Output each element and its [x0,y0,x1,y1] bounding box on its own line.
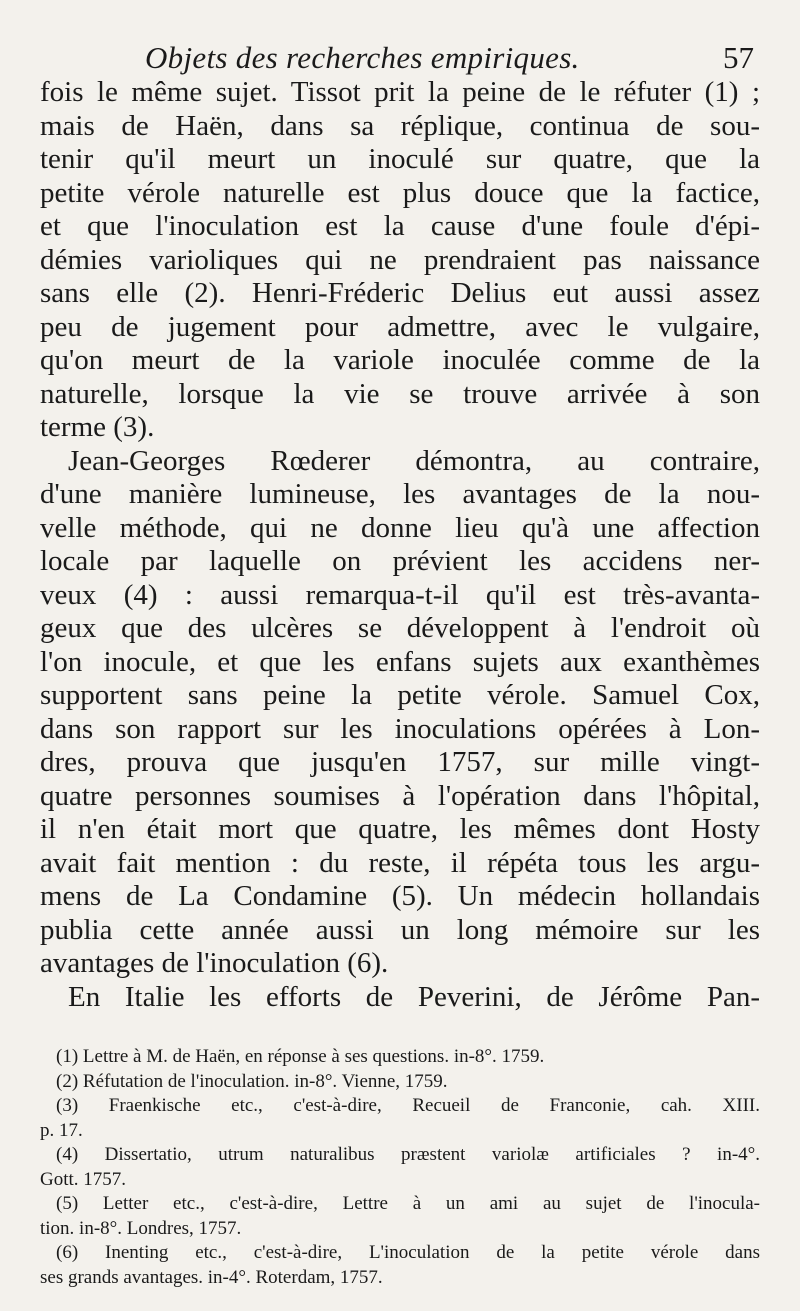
footnote-line: p. 17. [40,1119,83,1141]
text-line: terme (3). [40,411,155,443]
body-text [40,76,760,1014]
text-line: dres, prouva que jusqu'en 1757, sur mille vingt- [40,746,760,778]
footnotes [40,1045,760,1290]
text-line: et que l'inoculation est la cause d'une foule d'épi- [40,210,760,242]
footnote-1 [40,1045,760,1070]
text-line: sans elle (2). Henri-Fréderic Delius eut aussi assez [40,277,760,309]
footnote-line: tion. in-8°. Londres, 1757. [40,1217,242,1239]
footnote-line: (5) Letter etc., c'est-à-dire, Lettre à un ami au sujet de l'inocula- [56,1193,760,1214]
text-line: velle méthode, qui ne donne lieu qu'à une affection [40,511,760,544]
text-line: avantages de l'inoculation (6). [40,947,389,979]
text-line: qu'on meurt de la variole inoculée comme de la [40,344,760,376]
text-line: geux que des ulcères se développent à l'endroit où [40,612,760,644]
text-line: fois le même sujet. Tissot prit la peine de le réfuter (1) ; [40,76,760,108]
text-line: petite vérole naturelle est plus douce que la factice, [40,176,760,209]
text-line: naturelle, lorsque la vie se trouve arrivée à son [40,377,760,410]
footnote-line: ses grands avantages. in-4°. Roterdam, 1757. [40,1266,383,1288]
footnote-line: (4) Dissertatio, utrum naturalibus præstent variolæ artificiales ? in-4°. [56,1144,760,1165]
text-line: tenir qu'il meurt un inoculé sur quatre, que la [40,143,760,175]
running-head [40,40,760,80]
footnote-5 [40,1192,760,1241]
text-line: locale par laquelle on prévient les accidens ner- [40,545,760,577]
footnote-line: Gott. 1757. [40,1168,127,1190]
text-line: mais de Haën, dans sa réplique, continua de sou- [40,109,760,142]
footnote-line: (6) Inenting etc., c'est-à-dire, L'inoculation de la petite vérole dans [56,1242,760,1263]
running-title: Objets des recherches empiriques. [145,40,580,75]
text-line: supportent sans peine la petite vérole. Samuel Cox, [40,679,760,711]
text-line: il n'en était mort que quatre, les mêmes dont Hosty [40,813,760,845]
text-line: dans son rapport sur les inoculations opérées à Lon- [40,712,760,745]
page-number: 57 [723,40,754,75]
footnote-4 [40,1143,760,1192]
text-line: d'une manière lumineuse, les avantages de la nou- [40,478,760,510]
footnote-3 [40,1094,760,1143]
footnote-line: (2) Réfutation de l'inoculation. in-8°. Vienne, 1759. [56,1070,448,1092]
footnote-2 [40,1070,760,1095]
text-line: l'on inocule, et que les enfans sujets aux exanthèmes [40,645,760,678]
text-line: peu de jugement pour admettre, avec le vulgaire, [40,310,760,343]
footnote-line: (1) Lettre à M. de Haën, en réponse à ses questions. in-8°. 1759. [56,1046,545,1067]
text-line: démies varioliques qui ne prendraient pas naissance [40,243,760,276]
text-line: publia cette année aussi un long mémoire sur les [40,913,760,946]
text-line: veux (4) : aussi remarqua-t-il qu'il est très-avanta- [40,578,760,611]
text-line: mens de La Condamine (5). Un médecin hollandais [40,880,760,912]
text-line: En Italie les efforts de Peverini, de Jérôme Pan- [68,980,760,1013]
footnote-6 [40,1241,760,1290]
text-line: avait fait mention : du reste, il répéta tous les argu- [40,846,760,879]
text-line: quatre personnes soumises à l'opération dans l'hôpital, [40,779,760,812]
footnote-line: (3) Fraenkische etc., c'est-à-dire, Recueil de Franconie, cah. XIII. [56,1095,760,1116]
text-line: Jean-Georges Rœderer démontra, au contraire, [68,444,760,477]
